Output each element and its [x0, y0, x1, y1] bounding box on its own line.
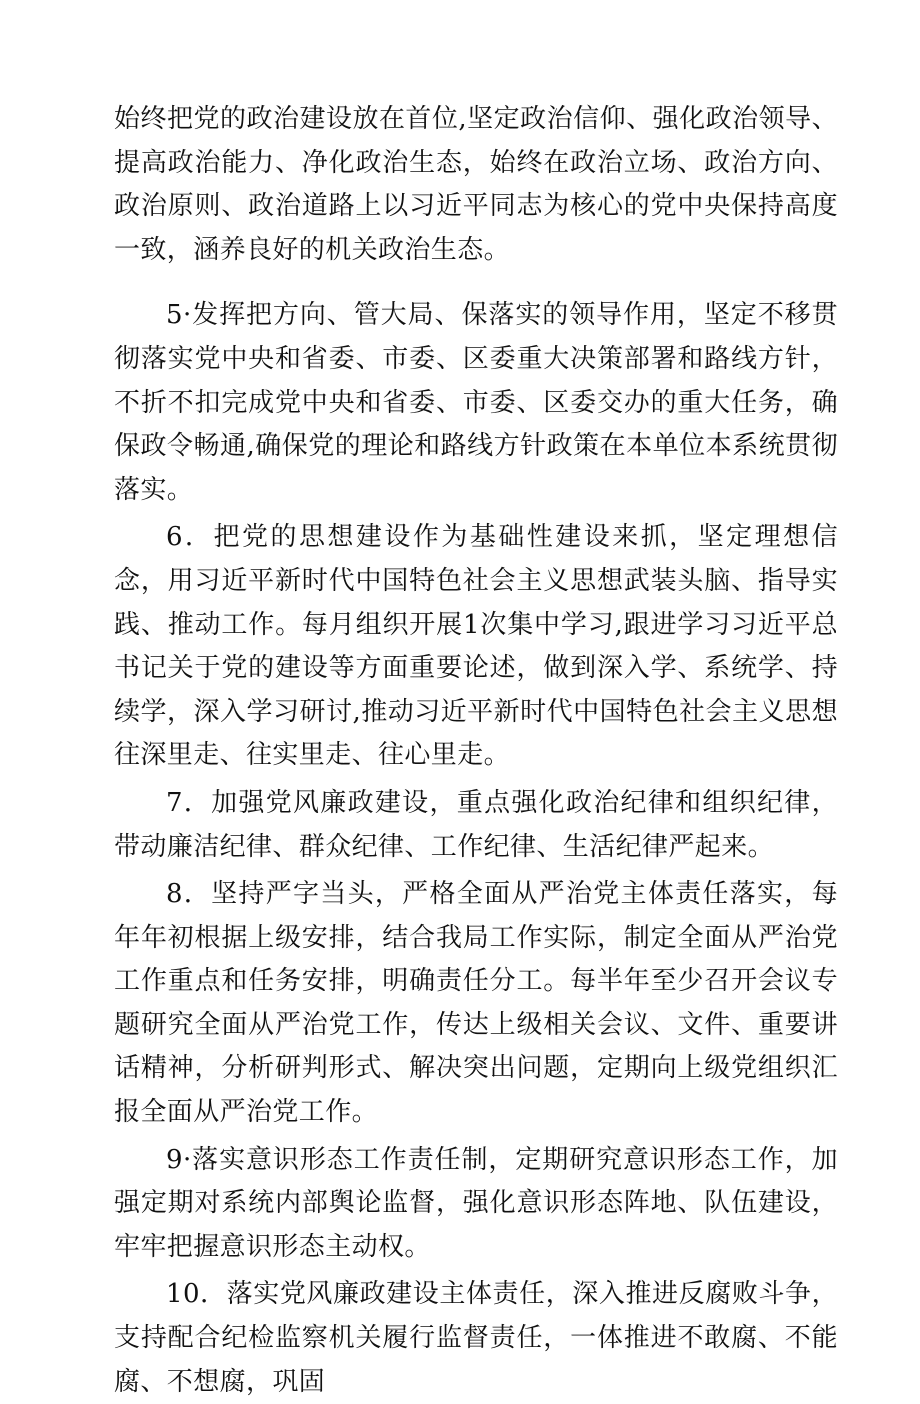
document-page [114, 98, 838, 1404]
paragraph-item-8: 8．坚持严字当头，严格全面从严治党主体责任落实，每年年初根据上级安排，结合我局工作实际，制定全面从严治党工作重点和任务安排，明确责任分工。每半年至少召开会议专题研究全面从严治党工作，传达上级相关会议、文件、重要讲话精神，分析研判形式、解决突出问题，定期向上级党组织汇报全面从严治党工作。 [114, 879, 838, 1128]
paragraph-item-10: 10．落实党风廉政建设主体责任，深入推进反腐败斗争，支持配合纪检监察机关履行监督责任，一体推进不敢腐、不能腐、不想腐，巩固 [114, 1279, 838, 1397]
paragraph-item-5: 5·发挥把方向、管大局、保落实的领导作用，坚定不移贯彻落实党中央和省委、市委、区委重大决策部署和路线方针，不折不扣完成党中央和省委、市委、区委交办的重大任务，确保政令畅通,确保党的理论和路线方针政策在本单位本系统贯彻落实。 [114, 300, 838, 505]
paragraph-continuation: 始终把党的政治建设放在首位,坚定政治信仰、强化政治领导、提高政治能力、净化政治生态，始终在政治立场、政治方向、政治原则、政治道路上以习近平同志为核心的党中央保持高度一致，涵养良好的机关政治生态。 [114, 104, 838, 265]
paragraph-item-9: 9·落实意识形态工作责任制，定期研究意识形态工作，加强定期对系统内部舆论监督，强化意识形态阵地、队伍建设，牢牢把握意识形态主动权。 [114, 1144, 838, 1262]
paragraph-item-7: 7．加强党风廉政建设，重点强化政治纪律和组织纪律，带动廉洁纪律、群众纪律、工作纪律、生活纪律严起来。 [114, 787, 838, 862]
paragraph-item-6: 6．把党的思想建设作为基础性建设来抓，坚定理想信念，用习近平新时代中国特色社会主义思想武装头脑、指导实践、推动工作。每月组织开展1次集中学习,跟进学习习近平总书记关于党的建设等方面重要论述，做到深入学、系统学、持续学，深入学习研讨,推动习近平新时代中国特色社会主义思想往深里走、往实里走、往心里走。 [114, 522, 838, 771]
